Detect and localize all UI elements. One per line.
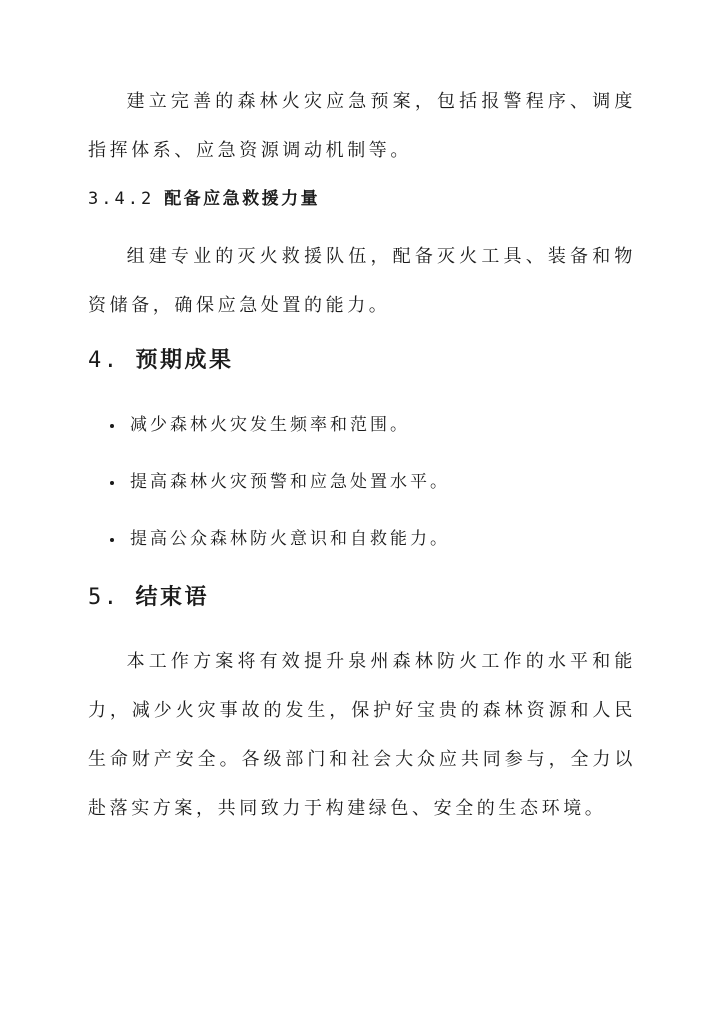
section-5-number: 5. (88, 585, 120, 610)
section-3-4-2-heading (88, 187, 320, 211)
conclusion-paragraph (88, 637, 636, 833)
intro-paragraph (88, 77, 636, 175)
rescue-force-paragraph-text: 组建专业的灭火救援队伍，配备灭火工具、装备和物资储备，确保应急处置的能力。 (88, 246, 636, 316)
conclusion-paragraph-text: 本工作方案将有效提升泉州森林防火工作的水平和能力，减少火灾事故的发生，保护好宝贵的森林资源和人民生命财产安全。各级部门和社会大众应共同参与，全力以赴落实方案，共同致力于构建绿色、安全的生态环境。 (88, 651, 636, 819)
section-4-number: 4. (88, 348, 120, 373)
bullet-icon (110, 538, 114, 542)
expected-results-list (104, 413, 450, 584)
bullet-icon (110, 424, 114, 428)
list-item (104, 527, 450, 584)
list-item (104, 413, 450, 470)
section-5-heading (88, 582, 209, 613)
section-3-4-2-title: 配备应急救援力量 (164, 189, 321, 209)
intro-paragraph-text: 建立完善的森林火灾应急预案，包括报警程序、调度指挥体系、应急资源调动机制等。 (88, 91, 636, 161)
section-3-4-2-number: 3.4.2 (88, 189, 155, 209)
list-item-text: 减少森林火灾发生频率和范围。 (130, 415, 410, 435)
list-item-text: 提高森林火灾预警和应急处置水平。 (130, 472, 450, 492)
rescue-force-paragraph (88, 232, 636, 330)
list-item (104, 470, 450, 527)
list-item-text: 提高公众森林防火意识和自救能力。 (130, 529, 450, 549)
bullet-icon (110, 481, 114, 485)
section-5-title: 结束语 (135, 584, 210, 610)
section-4-heading (88, 345, 234, 376)
section-4-title: 预期成果 (135, 347, 234, 373)
